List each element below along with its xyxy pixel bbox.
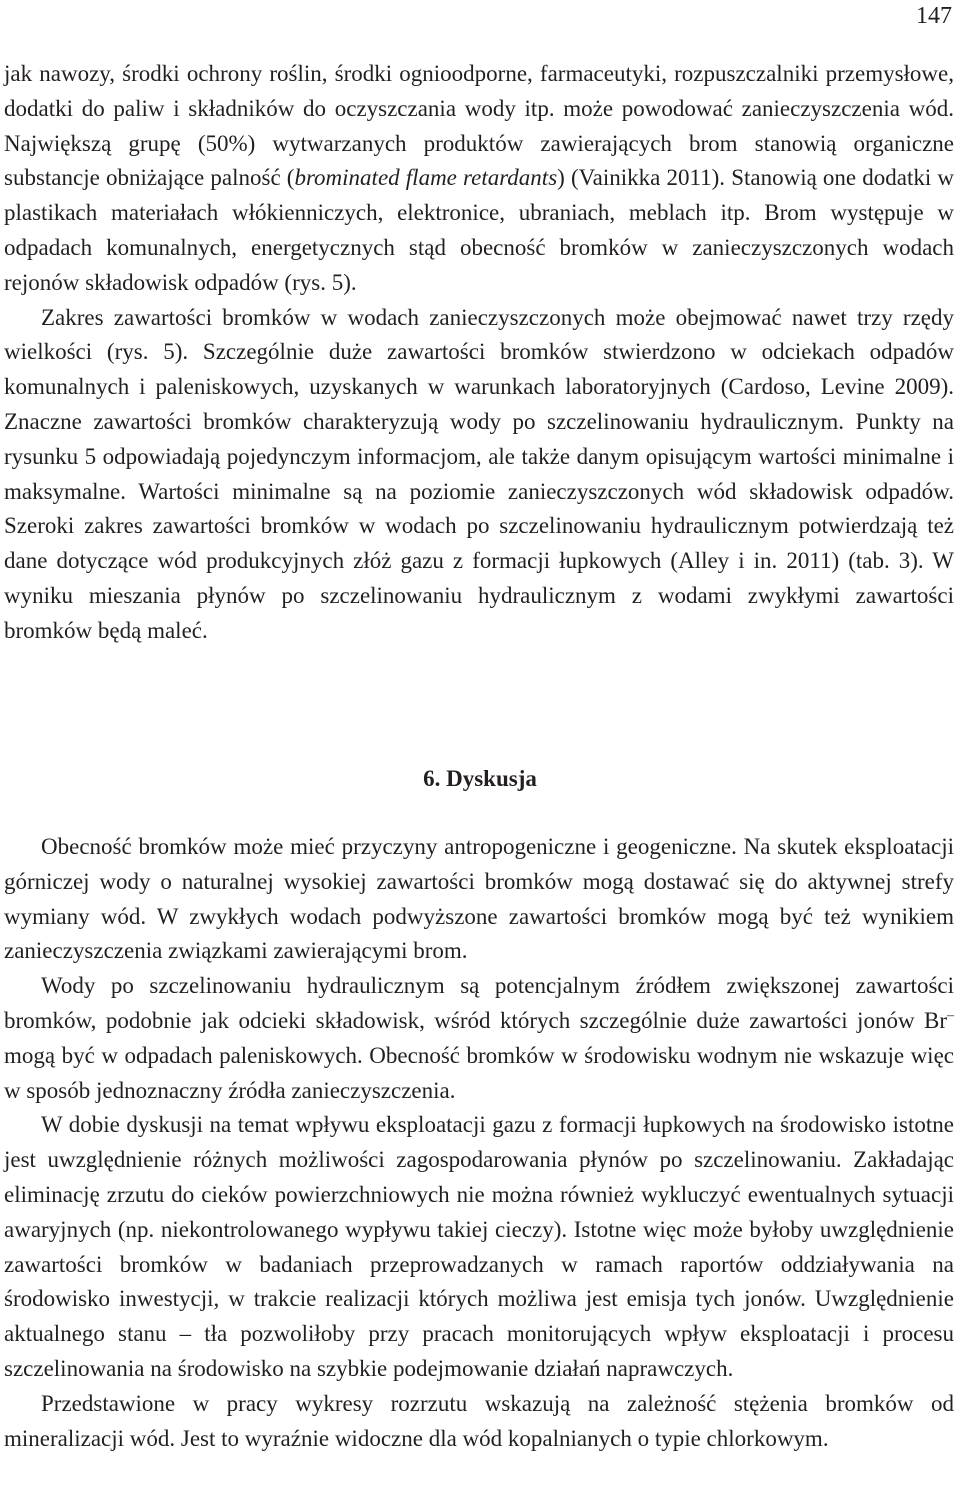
- paragraph: Przedstawione w pracy wykresy rozrzutu wskazują na zależność stężenia bromków od mineralizacji wód. Jest to wyraźnie widoczne dla wód kopalnianych o typie chlorkowym.: [4, 1390, 954, 1451]
- paragraph: [4, 969, 954, 1108]
- paragraph: Obecność bromków może mieć przyczyny antropogeniczne i geogeniczne. Na skutek eksploatacji górniczej wody o naturalnej wysokiej zawartości bromków mogą dostawać się do aktywnej strefy wymiany wód. W zwykłych wodach podwyższone zawartości bromków mogą być też wynikiem zanieczyszczenia związkami zawierającymi brom.: [4, 834, 954, 964]
- paragraph-text: ) (Vainikka 2011). Stanowią one dodatki w plastikach materiałach włókienniczych, elektronice, ubraniach, meblach itp. Brom występuje w odpadach komunalnych, energetycznych stąd obecność bromków w zanieczyszczonych wodach rejonów składowisk odpadów (rys. 5).: [4, 165, 954, 295]
- section-heading: 6. Dyskusja: [423, 766, 537, 791]
- paragraph-continuation: [4, 57, 954, 301]
- paragraph: Zakres zawartości bromków w wodach zanieczyszczonych może obejmować nawet trzy rzędy wielkości (rys. 5). Szczególnie duże zawartości bromków stwierdzono w odciekach odpadów komunalnych i paleniskowych, uzyskanych w warunkach laboratoryjnych (Cardoso, Levine 2009). Znaczne zawartości bromków charakteryzują wody po szczelinowaniu hydraulicznym. Punkty na rysunku 5 odpowiadają pojedynczym informacjom, ale także danym opisującym wartości minimalne i maksymalne. Wartości minimalne są na poziomie zanieczyszczonych wód składowisk odpadów. Szeroki zakres zawartości bromków w wodach po szczelinowaniu hydraulicznym potwierdzają też dane dotyczące wód produkcyjnych złóż gazu z formacji łupkowych (Alley i in. 2011) (tab. 3). W wyniku mieszania płynów po szczelinowaniu hydraulicznym z wodami zwykłymi zawartości bromków będą maleć.: [4, 304, 954, 643]
- paragraph-text: jak nawozy, środki ochrony roślin, środki ognioodporne, farmaceutyki, rozpuszczalniki przemysłowe, dodatki do paliw i składników do oczyszczania wody itp. może powodować zanieczyszczenia wód. Największą grupę (50%) wytwarzanych produktów zawierających brom stanowią organiczne substancje obniżające palność (: [4, 61, 954, 191]
- superscript-charge: –: [947, 1007, 954, 1023]
- italic-term: brominated flame retardants: [294, 165, 558, 191]
- body-text-top: [4, 57, 954, 649]
- paragraph-text: mogą być w odpadach paleniskowych. Obecność bromków w środowisku wodnym nie wskazuje więc w sposób jednoznaczny źródła zanieczyszczenia.: [4, 1042, 954, 1103]
- paragraph-text: Wody po szczelinowaniu hydraulicznym są potencjalnym źródłem zwiększonej zawartości bromków, podobnie jak odcieki składowisk, wśród których szczególnie duże zawartości jonów Br: [4, 973, 954, 1033]
- page-number: 147: [916, 3, 952, 29]
- paragraph: W dobie dyskusji na temat wpływu eksploatacji gazu z formacji łupkowych na środowisko istotne jest uwzględnienie różnych możliwości zagospodarowania płynów po szczelinowaniu. Zakładając eliminację zrzutu do cieków powierzchniowych nie można również wykluczyć ewentualnych sytuacji awaryjnych (np. niekontrolowanego wypływu takiej cieczy). Istotne więc może byłoby uwzględnienie zawartości bromków w badaniach przeprowadzanych w ramach raportów oddziaływania na środowisko inwestycji, w trakcie realizacji których możliwa jest emisja tych jonów. Uwzględnienie aktualnego stanu – tła pozwoliłoby przy pracach monitorujących wpływ eksploatacji i procesu szczelinowania na środowisko na szybkie podejmowanie działań naprawczych.: [4, 1112, 954, 1381]
- body-text-discussion: [4, 830, 954, 1456]
